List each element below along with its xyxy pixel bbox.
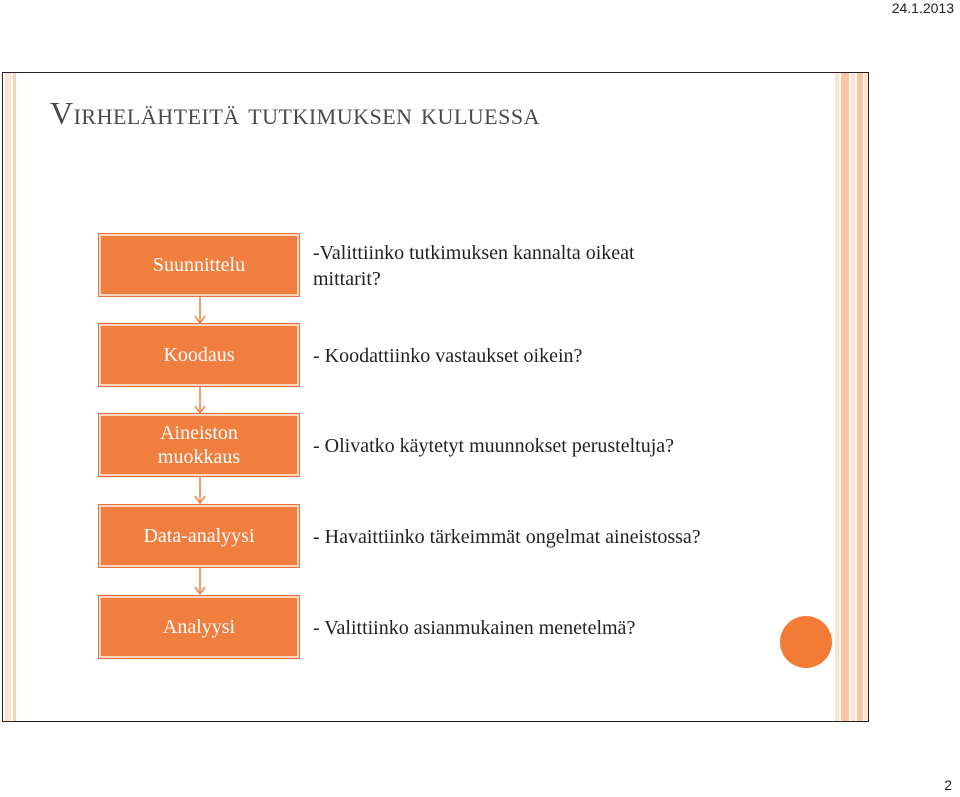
page-number: 2 bbox=[944, 777, 952, 793]
page-date: 24.1.2013 bbox=[891, 0, 954, 16]
step-box-analyysi[interactable] bbox=[99, 596, 299, 658]
step-description: - Valittiinko asianmukainen menetelmä? bbox=[313, 617, 636, 639]
step-label: Suunnittelu bbox=[152, 254, 246, 276]
step-label: Analyysi bbox=[162, 616, 236, 638]
left-stripe-band bbox=[5, 73, 11, 721]
step-box-data-analyysi[interactable] bbox=[99, 505, 299, 567]
step-box-suunnittelu[interactable] bbox=[99, 234, 299, 296]
step-description: -Valittiinko tutkimuksen kannalta oikeat mittarit? bbox=[313, 242, 635, 290]
connector-arrow-icon bbox=[194, 296, 206, 324]
step-box-koodaus[interactable] bbox=[99, 324, 299, 386]
connector-arrow-icon bbox=[194, 476, 206, 504]
step-label: Data-analyysi bbox=[143, 525, 255, 547]
right-stripe-band bbox=[857, 73, 863, 721]
connector-arrow-icon bbox=[194, 386, 206, 414]
left-stripe-band bbox=[13, 73, 16, 721]
step-box-aineiston-muokkaus[interactable] bbox=[99, 414, 299, 476]
step-label: Aineiston muokkaus bbox=[157, 422, 241, 468]
step-description: - Olivatko käytetyt muunnokset perusteltuja? bbox=[313, 435, 675, 457]
step-label: Koodaus bbox=[163, 344, 235, 366]
right-stripe-band bbox=[864, 73, 869, 721]
step-description: - Havaittiinko tärkeimmät ongelmat aineistossa? bbox=[313, 526, 701, 548]
connector-arrow-icon bbox=[194, 567, 206, 595]
step-description: - Koodattiinko vastaukset oikein? bbox=[313, 345, 583, 367]
slide-title: Virhelähteitä tutkimuksen kuluessa bbox=[50, 95, 540, 131]
